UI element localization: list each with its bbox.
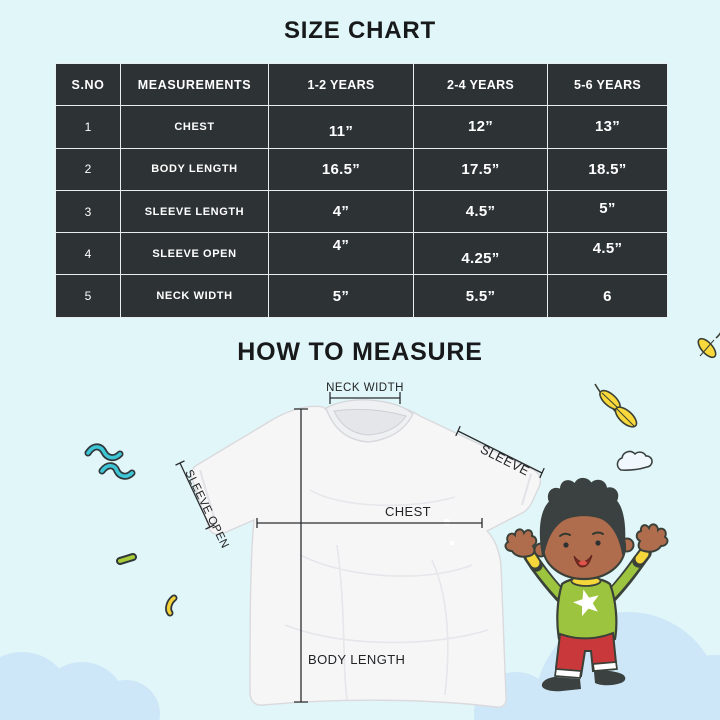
table-cell: 4.25” xyxy=(414,233,547,274)
body-length-label: BODY LENGTH xyxy=(308,652,406,667)
table-header-cell: 2-4 YEARS xyxy=(414,64,547,105)
cloud-bottom-left xyxy=(0,652,160,720)
table-cell: 3 xyxy=(56,191,120,232)
table-cell: 4” xyxy=(269,191,413,232)
table-cell: SLEEVE LENGTH xyxy=(121,191,268,232)
table-cell: 11” xyxy=(269,106,413,147)
leaf-double-icon xyxy=(595,384,640,430)
sleeve-label: SLEEVE xyxy=(478,441,533,479)
table-cell: BODY LENGTH xyxy=(121,149,268,190)
leaf-single-icon xyxy=(695,327,720,360)
table-cell: 5 xyxy=(56,275,120,316)
table-cell: 13” xyxy=(548,106,667,147)
table-cell: 5.5” xyxy=(414,275,547,316)
chest-label: CHEST xyxy=(384,504,432,519)
table-cell: 18.5” xyxy=(548,149,667,190)
neck-width-label: NECK WIDTH xyxy=(326,382,404,394)
how-to-measure-title: HOW TO MEASURE xyxy=(237,338,483,366)
table-cell: 5” xyxy=(548,191,667,232)
table-header-cell: MEASUREMENTS xyxy=(121,64,268,105)
table-cell: 4.5” xyxy=(414,191,547,232)
table-cell: 4 xyxy=(56,233,120,274)
table-cell: 2 xyxy=(56,149,120,190)
size-table xyxy=(55,63,668,318)
sleeve-open-label: SLEEVE OPEN xyxy=(182,468,231,551)
table-cell: CHEST xyxy=(121,106,268,147)
table-cell: 6 xyxy=(548,275,667,316)
table-cell: 4.5” xyxy=(548,233,667,274)
table-header-cell: 1-2 YEARS xyxy=(269,64,413,105)
table-cell: SLEEVE OPEN xyxy=(121,233,268,274)
confetti-green-icon xyxy=(120,557,133,561)
table-cell: 16.5” xyxy=(269,149,413,190)
table-cell: 4” xyxy=(269,233,413,274)
page-title: SIZE CHART xyxy=(284,17,436,44)
cloud-outline-icon xyxy=(617,452,652,471)
table-cell: 17.5” xyxy=(414,149,547,190)
table-cell: 5” xyxy=(269,275,413,316)
table-cell: NECK WIDTH xyxy=(121,275,268,316)
table-header-cell: 5-6 YEARS xyxy=(548,64,667,105)
squiggle-icon xyxy=(88,447,132,476)
table-cell: 12” xyxy=(414,106,547,147)
confetti-yellow-icon xyxy=(169,598,174,613)
table-header-cell: S.NO xyxy=(56,64,120,105)
table-cell: 1 xyxy=(56,106,120,147)
